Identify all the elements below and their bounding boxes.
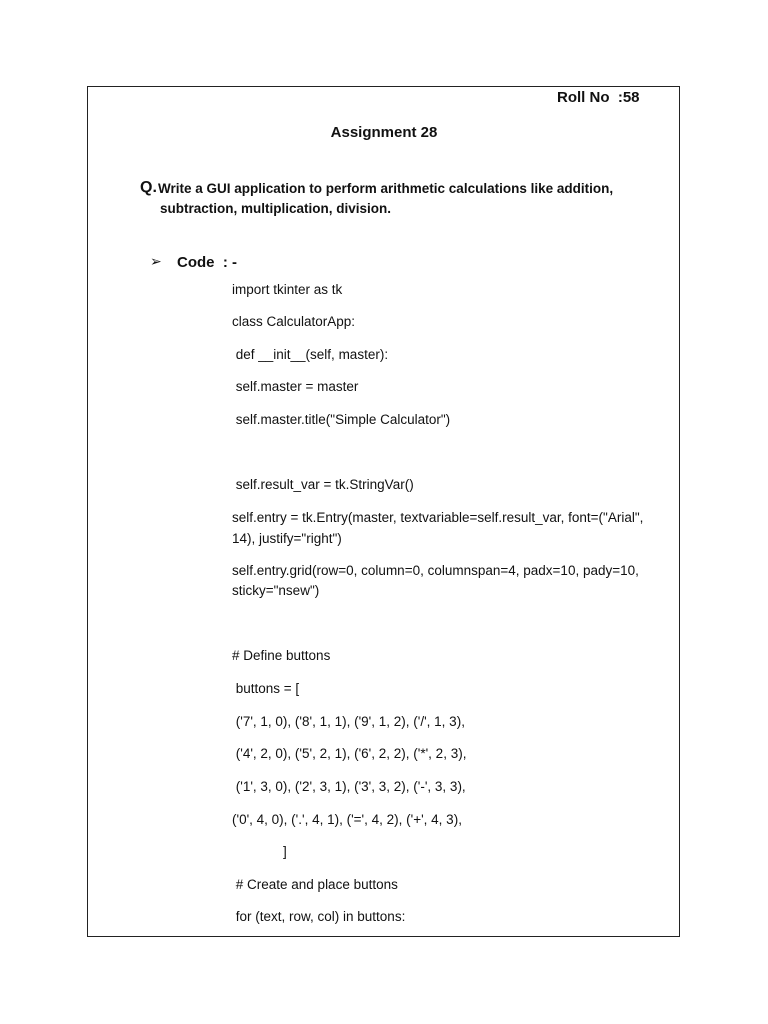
code-line: for (text, row, col) in buttons: <box>232 909 406 924</box>
code-line: self.entry = tk.Entry(master, textvariable=self.result_var, font=("Arial", <box>232 510 644 525</box>
code-line: sticky="nsew") <box>232 583 320 598</box>
question-text-line-2: subtraction, multiplication, division. <box>160 201 392 216</box>
code-heading: Code : - <box>177 254 237 271</box>
code-line: 14), justify="right") <box>232 531 342 546</box>
code-line: # Define buttons <box>232 648 331 663</box>
code-line: import tkinter as tk <box>232 282 343 297</box>
code-line: self.master.title("Simple Calculator") <box>232 412 451 427</box>
assignment-title: Assignment 28 <box>330 124 438 141</box>
code-line: def __init__(self, master): <box>232 347 389 362</box>
code-line: buttons = [ <box>232 681 300 696</box>
code-line: ] <box>283 844 287 859</box>
code-line: self.master = master <box>232 379 359 394</box>
question-label: Q. <box>140 179 157 196</box>
code-line: self.entry.grid(row=0, column=0, columnspan=4, padx=10, pady=10, <box>232 563 639 578</box>
roll-number: Roll No :58 <box>557 89 640 106</box>
code-line: ('4', 2, 0), ('5', 2, 1), ('6', 2, 2), ('*', 2, 3), <box>232 746 467 761</box>
code-line: # Create and place buttons <box>232 877 398 892</box>
code-line: self.result_var = tk.StringVar() <box>232 477 414 492</box>
code-line: ('7', 1, 0), ('8', 1, 1), ('9', 1, 2), ('/', 1, 3), <box>232 714 465 729</box>
code-line: class CalculatorApp: <box>232 314 356 329</box>
code-line: ('1', 3, 0), ('2', 3, 1), ('3', 3, 2), ('-', 3, 3), <box>232 779 466 794</box>
question-text-line-1: Write a GUI application to perform arithmetic calculations like addition, <box>158 181 614 196</box>
arrow-bullet-icon: ➢ <box>150 254 162 270</box>
code-line: ('0', 4, 0), ('.', 4, 1), ('=', 4, 2), ('+', 4, 3), <box>232 812 462 827</box>
